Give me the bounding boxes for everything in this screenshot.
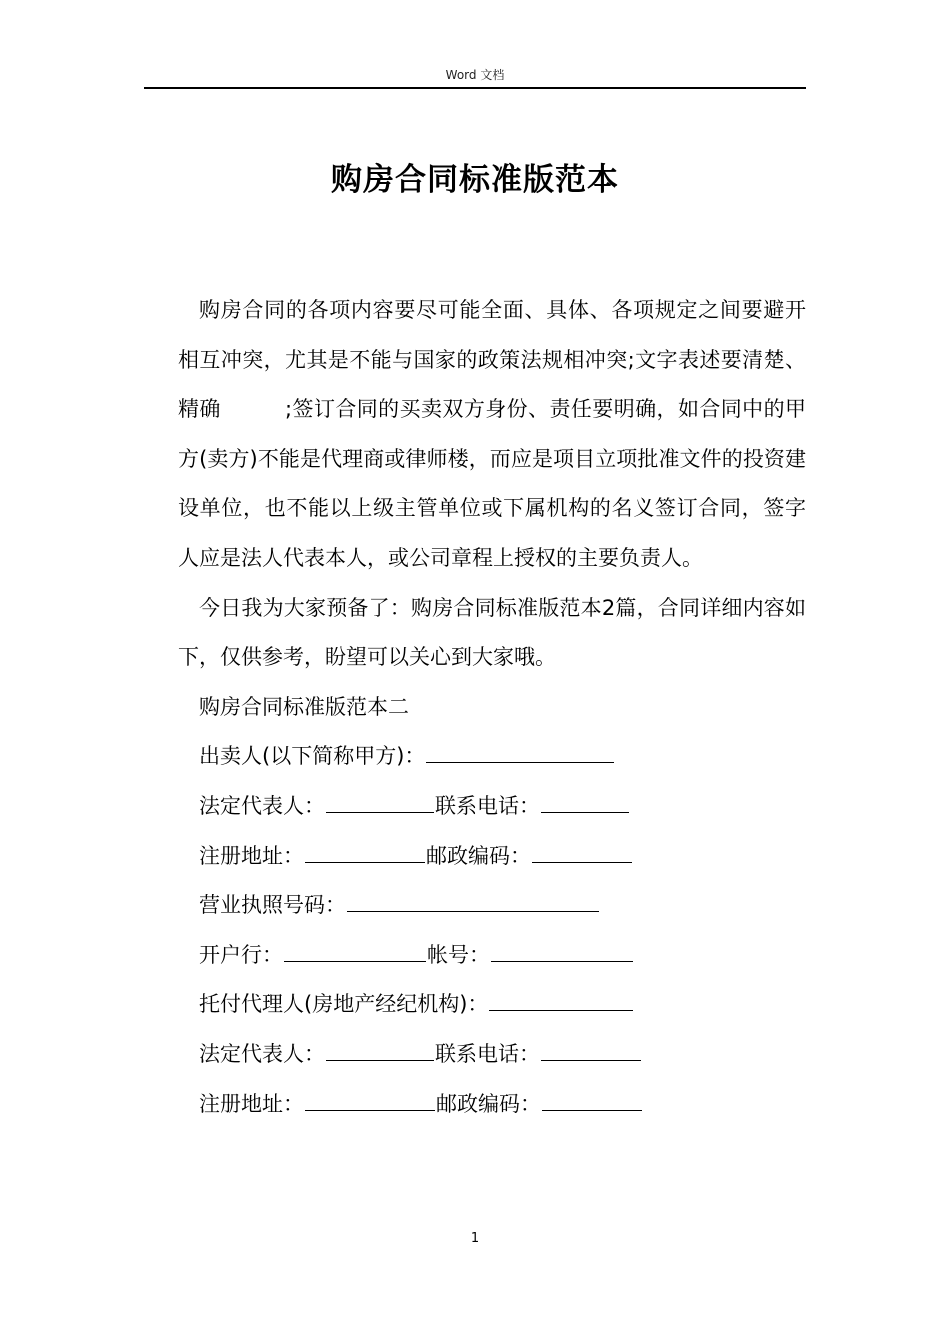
license-blank xyxy=(347,891,599,912)
seller-line xyxy=(178,732,806,782)
phone-label-2: 联系电话： xyxy=(435,1041,540,1066)
bank-blank xyxy=(284,941,426,962)
phone-label-1: 联系电话： xyxy=(435,793,540,818)
address-blank-1 xyxy=(305,842,425,863)
seller-blank xyxy=(426,742,614,763)
agent-blank xyxy=(489,990,633,1011)
agent-label: 托付代理人(房地产经纪机构)： xyxy=(199,992,489,1017)
legal-rep-line-1 xyxy=(178,782,806,832)
page-number: 1 xyxy=(470,1231,480,1246)
phone-blank-1 xyxy=(541,792,629,813)
postcode-blank-2 xyxy=(542,1090,642,1111)
notice-paragraph: 今日我为大家预备了：购房合同标准版范本2篇，合同详细内容如下，仅供参考，盼望可以关心到大家哦。 xyxy=(178,595,806,670)
document-title: 购房合同标准版范本 xyxy=(331,162,619,198)
section-title: 购房合同标准版范本二 xyxy=(199,694,409,719)
postcode-label-2: 邮政编码： xyxy=(436,1091,541,1116)
bank-line xyxy=(178,931,806,981)
postcode-blank-1 xyxy=(532,842,632,863)
legal-rep-line-2 xyxy=(178,1030,806,1080)
document-body xyxy=(178,286,806,1129)
license-line xyxy=(178,881,806,931)
seller-label: 出卖人(以下简称甲方)： xyxy=(199,744,426,769)
address-label-2: 注册地址： xyxy=(199,1091,304,1116)
account-blank xyxy=(491,941,633,962)
address-blank-2 xyxy=(305,1090,435,1111)
legal-rep-blank-2 xyxy=(326,1040,434,1061)
intro-paragraph: 购房合同的各项内容要尽可能全面、具体、各项规定之间要避开相互冲突，尤其是不能与国家的政策法规相冲突;文字表述要清楚、精确 ;签订合同的买卖双方身份、责任要明确，如合同中的甲方(卖方)不能是代理商或律师楼，而应是项目立项批准文件的投资建设单位，也不能以上级主管单位或下属机构的名义签订合同，签字人应是法人代表本人，或公司章程上授权的主要负责人。 xyxy=(178,298,806,570)
legal-rep-label-1: 法定代表人： xyxy=(199,793,325,818)
page-header: Word 文档 xyxy=(445,68,505,82)
postcode-label-1: 邮政编码： xyxy=(426,843,531,868)
address-line-2 xyxy=(178,1080,806,1130)
legal-rep-label-2: 法定代表人： xyxy=(199,1041,325,1066)
license-label: 营业执照号码： xyxy=(199,893,346,918)
address-line-1 xyxy=(178,832,806,882)
account-label: 帐号： xyxy=(427,942,490,967)
header-rule xyxy=(144,87,806,89)
phone-blank-2 xyxy=(541,1040,641,1061)
agent-line xyxy=(178,980,806,1030)
address-label-1: 注册地址： xyxy=(199,843,304,868)
bank-label: 开户行： xyxy=(199,942,283,967)
legal-rep-blank-1 xyxy=(326,792,434,813)
